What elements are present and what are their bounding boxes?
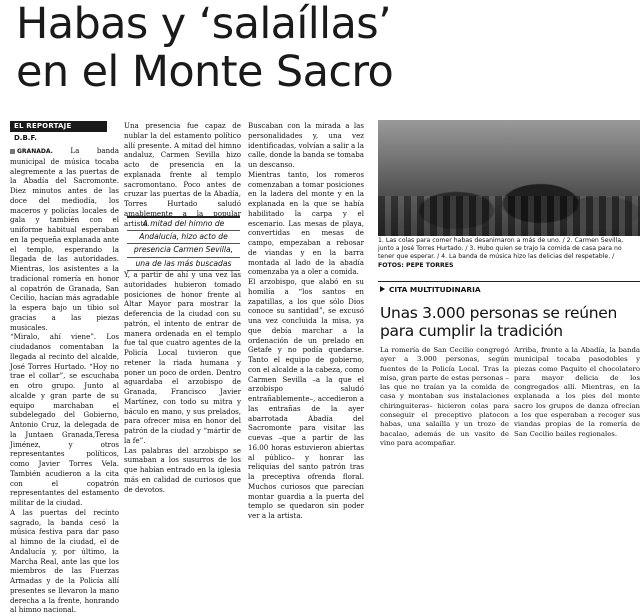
bullet-marker-icon [10,149,15,154]
sidebar-headline: Unas 3.000 personas se reúnen para cumplir la tradición [380,304,618,340]
article-paragraph: Las palabras del arzobispo se sumaban a los susurros de los que habían entrado en la iglesia más en calidad de curiosos que de devotos. [124,445,241,494]
photo-caption: 1. Las colas para comer habas desanimaron a más de uno. / 2. Carmen Sevilla, junto a José Torres Hurtado. / 3. Hubo quien se trajo la comida de casa para no tener que esperar. / 4. La banda de música hizo las delicias del respetable. / FOTOS: PEPE TORRES [378,237,624,269]
sidebar-column-2 [514,346,640,492]
headline [16,0,393,96]
sidebar-paragraph: La romería de San Cecilio congregó ayer a 3.000 personas, según fuentes de la Policía Local. Tras la misa, gran parte de estas personas –las que no traían ya la comida de casa y montaban sus instalaciones chiringuiteras– hicieron colas para conseguir el preceptivo platocon habas, una salaílla y un trozo de bacalao, además de un vasito de vino para acompañar. [380,346,509,447]
sidebar-paragraph: Arriba, frente a la Abadía, la banda municipal tocaba pasodobles y piezas como Paquito el chocolatero para mayor delicia de los congregados allí. Mientras, en la explanada a los pies del monte sacro los grupos de danza ofrecían a los que esperaban a recoger sus viandas propias de la romería de San Cecilio bailes regionales. [514,346,640,438]
photo-credit: FOTOS: PEPE TORRES [378,261,454,269]
article-paragraph: GRANADA. La banda municipal de música tocaba alegremente a las puertas de la Abadía del Sacromonte. Diez minutos antes de las doce del mediodía, los maceros y policías locales de gala y también con el uniforme habitual esperaban en la pequeña explanada ante el templo, esperando la llegada de las autoridades. Mientras, los asistentes a la tradicional romería en honor al copatrón de Granada, San Cecilio, hacían más agradable la espera bajo un tibio sol gracias a las piezas musicales. [10,146,119,332]
article-paragraph: El arzobispo, que alabó en su homilía a “los santos en zapatillas, a los que sólo Dios conoce su santidad”, se excusó una vez concluida la misa, ya que debía marchar a la ordenación de un prelado en Getafe y no podía quedarse. Tanto el equipo de gobierno, con el alcalde a la cabeza, como Carmen Sevilla –a la que el arzobispo saludó entrañablemente–, accedieron a las entrañas de la ayer abarrotada Abadía del Sacromonte para visitar las cuevas –que a partir de las 16.00 horas estuvieron abiertas al público– y honrar las reliquias del santo patrón tras la preceptiva ofrenda floral. Muchos curiosos que parecían montar guardia a la puerta del templo se quedaron sin poder ver a la artista. [248,277,364,520]
section-label: EL REPORTAJE [10,121,107,132]
article-column-1 [10,146,119,615]
article-paragraph: Mientras tanto, los romeros comenzaban a tomar posiciones en la ladera del monte y en la explanada en la que se había habilitado la carpa y el escenario. Las mesas de playa, convertidas en mesas de campo, empezaban a rebosar de viandas y en la barra montada al lado de la abadía comenzaba ya a oler a comida. [248,169,364,277]
pull-quote [127,216,240,268]
dateline: GRANADA. [17,148,53,155]
article-column-3 [248,121,364,520]
sidebar-divider [378,281,640,282]
article-paragraph: A las puertas del recinto sagrado, la banda cesó la música festiva para dar paso al himno de la ciudad, el de Andalucía y, por último, la Marcha Real, ante las que los miembros de las Fuerzas Armadas y de la Policía allí presentes se llevaron la mano derecha a la frente, honrando al himno nacional. [10,507,119,615]
news-photo [378,120,640,236]
headline-line-1: Habas y ‘salaíllas’ [16,0,392,49]
triangle-right-icon [380,286,385,292]
article-paragraph: Una presencia fue capaz de nublar la del estamento político allí presente. A mitad del himno andaluz, Carmen Sevilla hizo acto de presencia en la explanada frente al templo sacromontano. Poco antes de cruzar las puertas de la Abadía, Torres Hurtado saludó amablemente a la popular artista. [124,121,241,228]
article-paragraph: Buscaban con la mirada a las personalidades y, una vez identificadas, volvían a salir a la calle, donde la banda se tomaba un descanso. [248,121,364,169]
sidebar-column-1 [380,346,509,492]
pull-quote-line: una de las más buscadas [127,258,240,271]
sidebar-label: CITA MULTITUDINARIA [380,285,481,294]
caption-text: 1. Las colas para comer habas desanimaron a más de uno. / 2. Carmen Sevilla, junto a José Torres Hurtado. / 3. Hubo quien se trajo la comida de casa para no tener que esperar. / 4. La banda de música hizo las delicias del respetable. [378,237,624,261]
pull-quote-line: presencia Carmen Sevilla, [127,244,240,257]
article-column-2-bottom [124,270,241,492]
article-paragraph: “Miralo, ahí viene”. Los ciudadanos comentaban la llegada al recinto del alcalde, José Torres Hurtado. “Hoy no trae el collar”, se escuchaba en otro grupo. Junto al alcalde y gran parte de su equipo marchaban el subdelegado del Gobierno, Antonio Cruz, la delegada de la Juntaen Granada,Teresa Jiménez, y otros representantes políticos, como Javier Torres Vela. También acudieron a la cita con el copatrón representantes del estamento militar de la ciudad. [10,332,119,507]
pull-quote-line: Andalucía, hizo acto de [127,231,240,244]
pull-quote-line: A mitad del himno de [127,216,240,231]
headline-line-2: en el Monte Sacro [16,47,394,97]
article-paragraph: Y, a partir de ahí y una vez las autoridades hubieron tomado posiciones de honor frente al Altar Mayor para mostrar la deferencia de la ciudad con su patrón, el intento de entrar de manera ordenada en el templo fue tal que cuatro agentes de la Policía Local tuvieron que retener la riada humana y poner un poco de orden. Dentro aguardaba el arzobispo de Granada, Francisco Javier Martínez, con todo su mitra y báculo en mano, y sus prelados, para ofrecer misa en honor del patrón de la ciudad y “mártir de la fe”. [124,270,241,445]
byline: D.B.F. [14,134,37,142]
